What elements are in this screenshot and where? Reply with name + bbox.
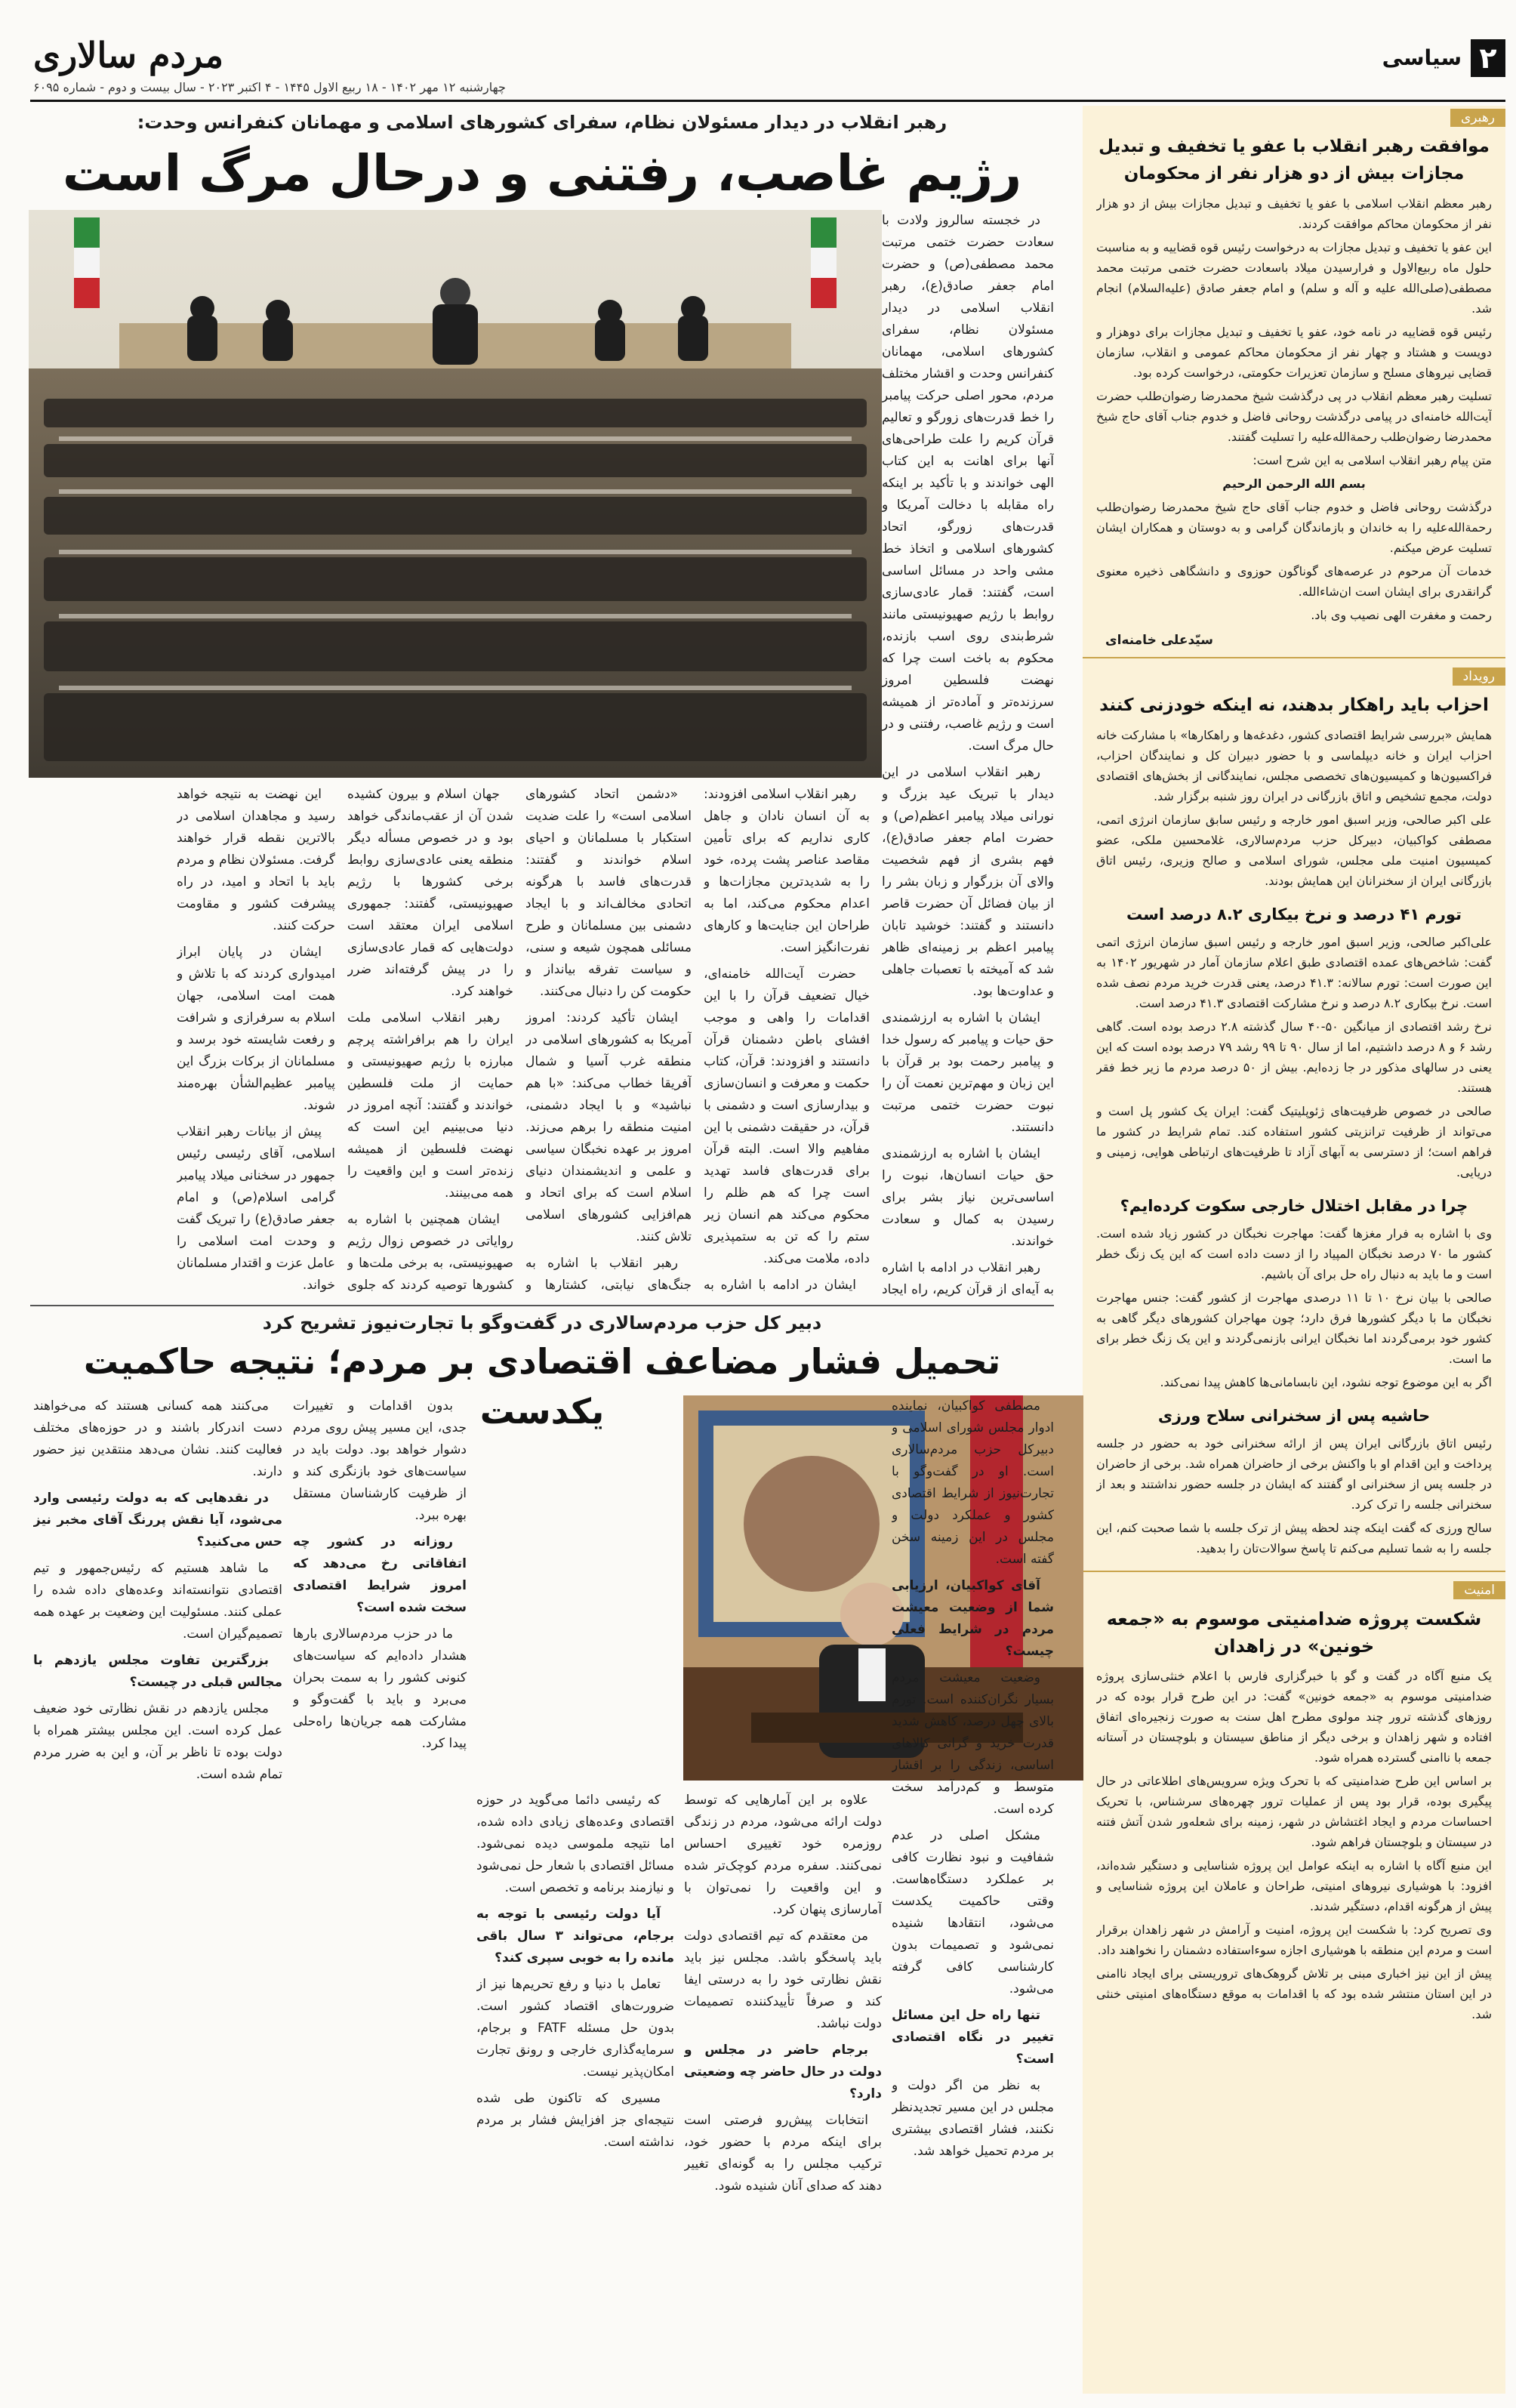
sidebar-body-parties: همایش «بررسی شرایط اقتصادی کشور، دغدغه‌ها و راهکارها» با مشارکت خانه احزاب ایران و خانه دیپلماسی و با حضور دبیران کل و نمایندگان احزاب، فراکسیون‌ها و کمیسیون‌های تخصصی مجلس، نمایندگانی از بخش‌های اقتصادی دولت، مجمع تشخیص و اتاق بازرگانی در ایران روز شنبه برگزار شد. علی اکبر صالحی، وزیر اسبق امور خارجه و رئیس سابق سازمان انرژی اتمی، مصطفی کواکبیان، دبیرکل حزب مردم‌سالاری، غلامحسین ملکی، عضو کمیسیون امنیت ملی مجلس، شورای اسلامی و صالح وزیری، رئیس اتاق بازرگانی ایران از سخنرانان این همایش بودند.: [1096, 728, 1492, 888]
dateline: چهارشنبه ۱۲ مهر ۱۴۰۲ - ۱۸ ربیع الاول ۱۴۴۵ - ۴ اکتبر ۲۰۲۳ - سال بیست و دوم - شماره ۶۰۹۵: [33, 80, 506, 94]
header-rule: [30, 100, 1505, 102]
article2-column-5: می‌کنند همه کسانی هستند که می‌خواهند دست اندرکار باشند و در حوزه‌های مختلف فعالیت کنند. نشان می‌دهد منتقدین نیز حضور دارند. در نقدهایی که به دولت رئیسی وارد می‌شود، آیا نقش پررنگ آقای مخبر نیز حس می‌کنید؟ ما شاهد هستیم که رئیس‌جمهور و تیم اقتصادی نتوانسته‌اند وعده‌های داده شده را عملی کنند. مسئولیت این وضعیت بر عهده همه تصمیم‌گیران است. بزرگترین تفاوت مجلس یازدهم با مجالس قبلی در چیست؟ مجلس یازدهم در نقش نظارتی خود ضعیف عمل کرده است. این مجلس بیشتر همراه با دولت بوده تا ناظر بر آن، و این به ضرر مردم تمام شده است.: [33, 1398, 282, 1782]
article2-kicker: دبیر کل حزب مردم‌سالاری در گفت‌وگو با تجارت‌نیوز تشریح کرد: [262, 1312, 822, 1333]
article2-column-2: علاوه بر این آمارهایی که توسط دولت ارائه می‌شود، مردم در زندگی روزمره خود تغییری احساس نمی‌کنند. سفره مردم کوچک‌تر شده و این واقعیت را نمی‌توان با آمارسازی پنهان کرد. من معتقدم که تیم اقتصادی دولت باید پاسخگو باشد. مجلس نیز باید نقش نظارتی خود را به درستی ایفا کند و صرفاً تأییدکننده تصمیمات دولت نباشد. برجام حاضر در مجلس و دولت در حال حاضر چه وضعیتی دارد؟ انتخابات پیش‌رو فرصتی است برای اینکه مردم با حضور خود، ترکیب مجلس را به گونه‌ای تغییر دهند که صدای آنان شنیده شود.: [684, 1793, 882, 2194]
sidebar-headline-pardon: موافقت رهبر انقلاب با عفو یا تخفیف و تبدیل مجازات بیش از دو هزار نفر از محکومان: [1098, 137, 1490, 183]
article2-column-3: که رئیسی دائما می‌گوید در حوزه اقتصادی وعده‌های زیادی داده شده، اما نتیجه ملموسی دیده نمی‌شود. مسائل اقتصادی با شعار حل نمی‌شود و نیازمند برنامه و تخصص است. آیا دولت رئیسی با توجه به برجام، می‌تواند ۳ سال باقی مانده را به خوبی سپری کند؟ تعامل با دنیا و رفع تحریم‌ها نیز از ضرورت‌های اقتصاد کشور است. بدون حل مسئله FATF و برجام، سرمایه‌گذاری خارجی و رونق تجارت امکان‌پذیر نیست. مسیری که تاکنون طی شده نتیجه‌ای جز افزایش فشار بر مردم نداشته است.: [476, 1793, 674, 2150]
sidebar-body-security: یک منبع آگاه در گفت و گو با خبرگزاری فارس با اعلام خنثی‌سازی پروژه ضدامنیتی موسوم به «جمعه خونین» گفت: در این طرح قرار بوده که در روزهای گذشته ترور چند مولوی مطرح اهل سنت به صورت زنجیره‌ای اتفاق افتاده و شهر زاهدان و برخی دیگر از مناطق سیستان و بلوچستان در آستانه جمعه با ناامنی گسترده همراه شود. بر اساس این طرح ضدامنیتی که با تحرک ویژه سرویس‌های اطلاعاتی در حال پیگیری بوده، قرار بود پس از عملیات ترور چهره‌های سرشناس، با تحریک احساسات مردم و ایجاد اغتشاش در شهر، زمینه برای شعله‌ور شدن آتش فتنه در سیستان و بلوچستان فراهم شود. این منبع آگاه با اشاره به اینکه عوامل این پروژه شناسایی و دستگیر شده‌اند، افزود: با هوشیاری نیروهای امنیتی، طراحان و عاملان این پروژه شناسایی و پیش از هرگونه اقدام، دستگیر شدند. وی تصریح کرد: با شکست این پروژه، امنیت و آرامش در شهر زاهدان برقرار است و مردم این منطقه با هوشیاری اجازه سوءاستفاده دشمنان را نخواهند داد. پیش از این نیز اخباری مبنی بر تلاش گروهک‌های تروریستی برای ایجاد ناامنی در این استان منتشر شده بود که با اقدامات به موقع دستگاه‌های امنیتی خنثی شد.: [1096, 1669, 1492, 2021]
article1-column-3: «دشمن اتحاد کشورهای اسلامی است» را علت ضدیت استکبار با مسلمانان و احیای اسلام خواندند و گفتند: قدرت‌های فاسد با هرگونه اتحادی مخالف‌اند و با ایجاد دشمنی بین مسلمانان و طرح مسائلی همچون شیعه و سنی، و سیاست تفرقه بیانداز و حکومت کن را دنبال می‌کنند. ایشان تأکید کردند: امروز آمریکا به کشورهای اسلامی در منطقه غرب آسیا و شمال آفریقا خطاب می‌کند: «با هم نباشید» و با ایجاد دشمنی، امنیت منطقه را برهم می‌زند. امروز بر عهده نخبگان سیاسی و علمی و اندیشمندان دنیای اسلام است که برای اتحاد و هم‌افزایی کشورهای اسلامی تلاش کنند. رهبر انقلاب با اشاره به جنگ‌های نیابتی، کشتارها و: [525, 787, 692, 1293]
article2-column-4: بدون اقدامات و تغییرات جدی، این مسیر پیش روی مردم دشوار خواهد بود. دولت باید در سیاست‌های خود بازنگری کند و از ظرفیت کارشناسان مستقل بهره ببرد. روزانه در کشور چه اتفاقاتی رخ می‌دهد که امروز شرایط اقتصادی سخت شده است؟ ما در حزب مردم‌سالاری بارها هشدار داده‌ایم که سیاست‌های کنونی کشور را به سمت بحران می‌برد و باید با گفت‌وگو و مشارکت همه جریان‌ها راه‌حلی پیدا کرد.: [293, 1398, 467, 1751]
meeting-photo: [29, 210, 882, 778]
sidebar-body-inflation: علی‌اکبر صالحی، وزیر اسبق امور خارجه و رئیس اسبق سازمان انرژی اتمی گفت: شاخص‌های عمده اقتصادی طبق اعلام سازمان آمار در شهریور ۱۴۰۲ به این صورت است: تورم سالانه: ۴۱.۳ درصد، یعنی قدرت خرید مردم نصف شده است. نرخ بیکاری ۸.۲ درصد و نرخ مشارکت اقتصادی ۴۱.۳ درصد است. نرخ رشد اقتصادی از میانگین ۵۰-۴۰ سال گذشته ۲.۸ درصد بوده است. گاهی رشد ۶ و ۸ درصد داشتیم، اما از سال ۹۰ تا ۹۹ رشد ۷۹ درصد بوده است که این یعنی در سالهای مذکور در جا زده‌ایم. بیش از ۵۰ درصد مردم ما زیر خط فقر هستند. صالحی در خصوص ظرفیت‌های ژئوپلیتیک گفت: ایران یک کشور پل است و می‌تواند از ظرفیت ترانزیتی کشور استفاده کند. تمام شرایط در کشور ما فراهم است؛ از دسترسی به آبهای آزاد تا ظرفیت‌های ارتباطی هوایی، زمینی و دریایی.: [1096, 935, 1492, 1179]
sidebar-separator: [1083, 1571, 1505, 1572]
sidebar-body-silence: وی با اشاره به فرار مغزها گفت: مهاجرت نخبگان در کشور زیاد شده است. کشور ما ۷۰ درصد نخبگان المپیاد را از دست داده است که این یک زنگ خطر است و ما باید به دنبال راه حل برای آن باشیم. صالحی با بیان نرخ ۱۰ تا ۱۱ درصدی مهاجرت از کشور گفت: جنس مهاجرت نخبگان ما با دیگر کشورها فرق دارد؛ چون مهاجران کشورهای دیگر گاهی به کشور خود برمی‌گردند اما نخبگان ایرانی بازنمی‌گردند و این یک زنگ خطر برای ما است. اگر به این موضوع توجه نشود، این نابسامانی‌ها کاهش پیدا نمی‌کند.: [1096, 1226, 1492, 1389]
sidebar-separator: [1083, 657, 1505, 658]
section-title: سیاسی: [1382, 45, 1462, 70]
page-number: ۲: [1471, 39, 1505, 77]
article-divider: [30, 1305, 1054, 1306]
sidebar-tag-event: رویداد: [1453, 668, 1505, 686]
article2-headline: تحمیل فشار مضاعف اقتصادی بر مردم؛ نتیجه حاکمیت یکدست: [83, 1341, 1001, 1432]
sidebar-headline-parties: احزاب باید راهکار بدهند، نه اینکه خودزنی کنند: [1099, 695, 1489, 715]
article2-column-1: مصطفی کواکبیان، نماینده ادوار مجلس شورای اسلامی و دبیرکل حزب مردم‌سالاری است. او در گفت‌وگو با تجارت‌نیوز از شرایط اقتصادی کشور و عملکرد دولت و مجلس در این زمینه سخن گفته است. آقای کواکبیان، ارزیابی شما از وضعیت معیشت مردم در شرایط فعلی چیست؟ وضعیت معیشت مردم بسیار نگران‌کننده است. تورم بالای چهل درصد، کاهش شدید قدرت خرید و گرانی کالاهای اساسی، زندگی را بر اقشار متوسط و کم‌درآمد سخت کرده است. مشکل اصلی در عدم شفافیت و نبود نظارت کافی بر عملکرد دستگاه‌هاست. وقتی حاکمیت یکدست می‌شود، انتقادها شنیده نمی‌شود و تصمیمات بدون کارشناسی کافی گرفته می‌شود. تنها راه حل این مسائل تغییر در نگاه اقتصادی است؟ به نظر من اگر دولت و مجلس در این مسیر تجدیدنظر نکنند، فشار اقتصادی بیشتری بر مردم تحمیل خواهد شد.: [892, 1398, 1054, 2159]
sidebar-body-margin: رئیس اتاق بازرگانی ایران پس از ارائه سخنرانی خود به حضور در جلسه پرداخت و این اقدام او با واکنش برخی از حاضران همراه شد. برخی از حاضران در جلسه پس از سخنرانی او گفتند که ایشان در جلسه حضور نداشتند و بعد از سخنرانی جلسه را ترک کرد. سالح ورزی که گفت اینکه چند لحظه پیش از ترک جلسه با شما صحبت کنم، این جلسه را به شما تسلیم می‌کنم تا پاسخ سوالات‌تان را بدهید.: [1096, 1436, 1492, 1555]
article1-column-5: این نهضت به نتیجه خواهد رسید و مجاهدان اسلامی در بالاترین نقطه قرار خواهند گرفت. مسئولان نظام و مردم باید با اتحاد و امید، در راه پیشرفت کشور و مقاومت حرکت کنند. ایشان در پایان ابراز امیدواری کردند که با تلاش و همت امت اسلامی، جهان اسلام به سرفرازی و شرافت و رفعت شایسته خود برسد و مسلمانان از برکات بزرگ این پیامبر عظیم‌الشأن بهره‌مند شوند. پیش از بیانات رهبر انقلاب اسلامی، آقای رئیسی رئیس جمهور در سخنانی میلاد پیامبر گرامی اسلام(ص) و امام جعفر صادق(ع) را تبریک گفت و وحدت امت اسلامی را عامل عزت و اقتدار مسلمانان خواند.: [177, 787, 335, 1293]
sidebar-headline-security: شکست پروژه ضدامنیتی موسوم به «جمعه خونین» در زاهدان: [1106, 1608, 1482, 1657]
article1-headline: رژیم غاصب، رفتنی و درحال مرگ است: [62, 144, 1022, 202]
sidebar-subhead-silence: چرا در مقابل اختلال خارجی سکوت کرده‌ایم؟: [1120, 1197, 1468, 1215]
article1-column-2: رهبر انقلاب اسلامی افزودند: به آن انسان نادان و جاهل کاری نداریم که برای تأمین مقاصد عناصر پشت پرده، خود را به شدیدترین مجازات‌ها و اعدام محکوم می‌کند، اما به طراحان این جنایت‌ها و کارهای نفرت‌انگیز است. حضرت آیت‌الله خامنه‌ای، خیال تضعیف قرآن را با این اقدامات را واهی و موجب افشای باطن دشمنان قرآن دانستند و افزودند: قرآن، کتاب حکمت و معرفت و انسان‌سازی و بیدارسازی است و دشمنی با قرآن، در حقیقت دشمنی با این مفاهیم والا است. البته قرآن برای قدرت‌های فاسد تهدید است چرا که هم ظلم را محکوم می‌کند هم انسان زیر ستم را که تن به ستمپذیری داده، ملامت می‌کند. ایشان در ادامه با اشاره به: [704, 787, 870, 1293]
newspaper-masthead: مردم سالاری: [33, 35, 224, 76]
sidebar-tag-security: امنیت: [1453, 1581, 1505, 1599]
article1-column-1: در خجسته سالروز ولادت با سعادت حضرت ختمی مرتبت محمد مصطفی(ص) و حضرت امام جعفر صادق(ع)، رهبر انقلاب اسلامی در دیدار مسئولان نظام، سفرای کشورهای اسلامی، مهمانان کنفرانس وحدت و اقشار مختلف مردم، محور اصلی حرکت پیامبر را خط قدرت‌های زورگو و تعالیم قرآن کریم را علت طراحی‌های آنها برای اهانت به این کتاب الهی خواندند و با تأکید بر اینکه راه مقابله با دخالت آمریکا و قدرت‌های زورگو، اتحاد کشورهای اسلامی و اتخاذ خط مشی واحد در مسائل اساسی است، گفتند: قمار عادی‌سازی روابط با رژیم صهیونیستی مانند شرط‌بندی روی اسب بازنده، محکوم به باخت است چرا که نهضت فلسطین امروز سرزنده‌تر و آماده‌تر از همیشه است و رژیم غاصب، رفتنی و در حال مرگ است. رهبر انقلاب اسلامی در این دیدار با تبریک عید بزرگ و نورانی میلاد پیامبر اعظم(ص) و حضرت امام جعفر صادق(ع)، فهم بشری از فهم شخصیت والای آن بزرگوار و زبان بشر را از بیان فضائل آن حضرت قاصر دانستند و گفتند: خوشید تابان پیامبر اعظم بر زمینه‌ای ظاهر شد که آمیخته با تعصبات جاهلی و عداوت‌ها بود. ایشان با اشاره به ارزشمندی حق حیات و پیامبر که رسول خدا و پیامبر رحمت بود بر قرآن با این زبان و مهم‌ترین نعمت آن را نبوت حضرت ختمی مرتبت دانستند. ایشان با اشاره به ارزشمندی حق حیات انسان‌ها، نبوت را اساسی‌ترین نیاز بشر برای رسیدن به کمال و سعادت خواندند. رهبر انقلاب در ادامه با اشاره به آیه‌ای از قرآن کریم، راه ایجاد: [882, 213, 1054, 1297]
sidebar-subhead-margin: حاشیه پس از سخنرانی سلاح ورزی: [1157, 1407, 1431, 1425]
news-sidebar: [1083, 106, 1505, 2394]
article1-kicker: رهبر انقلاب در دیدار مسئولان نظام، سفرای کشورهای اسلامی و مهمانان کنفرانس وحدت:: [137, 112, 948, 133]
sidebar-body-pardon: رهبر معظم انقلاب اسلامی با عفو یا تخفیف و تبدیل مجازات بیش از دو هزار نفر از محکومان محاکم موافقت کردند. این عفو یا تخفیف و تبدیل مجازات به درخواست رئیس قوه قضاییه و به مناسبت حلول ماه ربیع‌الاول و فرارسیدن میلاد باسعادت حضرت ختمی مرتبت محمد مصطفی(صلی‌الله علیه و آله و سلم) و امام جعفر صادق (علیه‌السلام) انجام شد. رئیس قوه قضاییه در نامه خود، عفو یا تخفیف و تبدیل مجازات برای دوهزار و دویست و هشتاد و چهار نفر از محکومان محاکم عمومی و انقلاب، سازمان قضایی نیروهای مسلح و سازمان تعزیرات حکومتی، درخواست کرده بود. تسلیت رهبر معظم انقلاب در پی درگذشت شیخ محمدرضا رضوان‌طلب حضرت آیت‌الله خامنه‌ای در پیامی درگذشت روحانی فاضل و خدوم جناب آقای حاج شیخ محمدرضا رضوان‌طلب رحمة‌الله‌علیه را تسلیت گفتند. متن پیام رهبر انقلاب اسلامی به این شرح است: بسم الله الرحمن الرحیم درگذشت روحانی فاضل و خدوم جناب آقای حاج شیخ محمدرضا رضوان‌طلب رحمة‌الله‌علیه را به خاندان و بازماندگان گرامی و به دوستان و همکاران ایشان تسلیت عرض میکنم. خدمات آن مرحوم در عرصه‌های گوناگون حوزوی و دانشگاهی ذخیره معنوی گرانقدری برای ایشان است ان‌شاءالله. رحمت و مغفرت الهی نصیب وی باد.: [1096, 196, 1492, 622]
sidebar-tag-leadership: رهبری: [1450, 109, 1505, 127]
sidebar-subhead-inflation: تورم ۴۱ درصد و نرخ بیکاری ۸.۲ درصد است: [1126, 905, 1462, 923]
signature: سیّدعلی خامنه‌ای: [1105, 633, 1213, 648]
article1-column-4: جهان اسلام و بیرون کشیده شدن آن از عقب‌ماندگی خواهد بود و در خصوص مسأله دیگر منطقه یعنی عادی‌سازی روابط برخی کشورها با رژیم صهیونیستی، گفتند: جمهوری اسلامی ایران معتقد است دولت‌هایی که قمار عادی‌سازی را در پیش گرفته‌اند ضرر خواهند کرد. رهبر انقلاب اسلامی ملت ایران را هم برافراشته پرچم مبارزه با رژیم صهیونیستی و حمایت از ملت فلسطین خواندند و گفتند: آنچه امروز در دنیا می‌بینیم این است که نهضت فلسطین از همیشه زنده‌تر است و این واقعیت را همه می‌بینند. ایشان همچنین با اشاره به روایاتی در خصوص زوال رژیم صهیونیستی، به برخی ملت‌ها و کشورها توصیه کردند که جلوی: [347, 787, 513, 1293]
